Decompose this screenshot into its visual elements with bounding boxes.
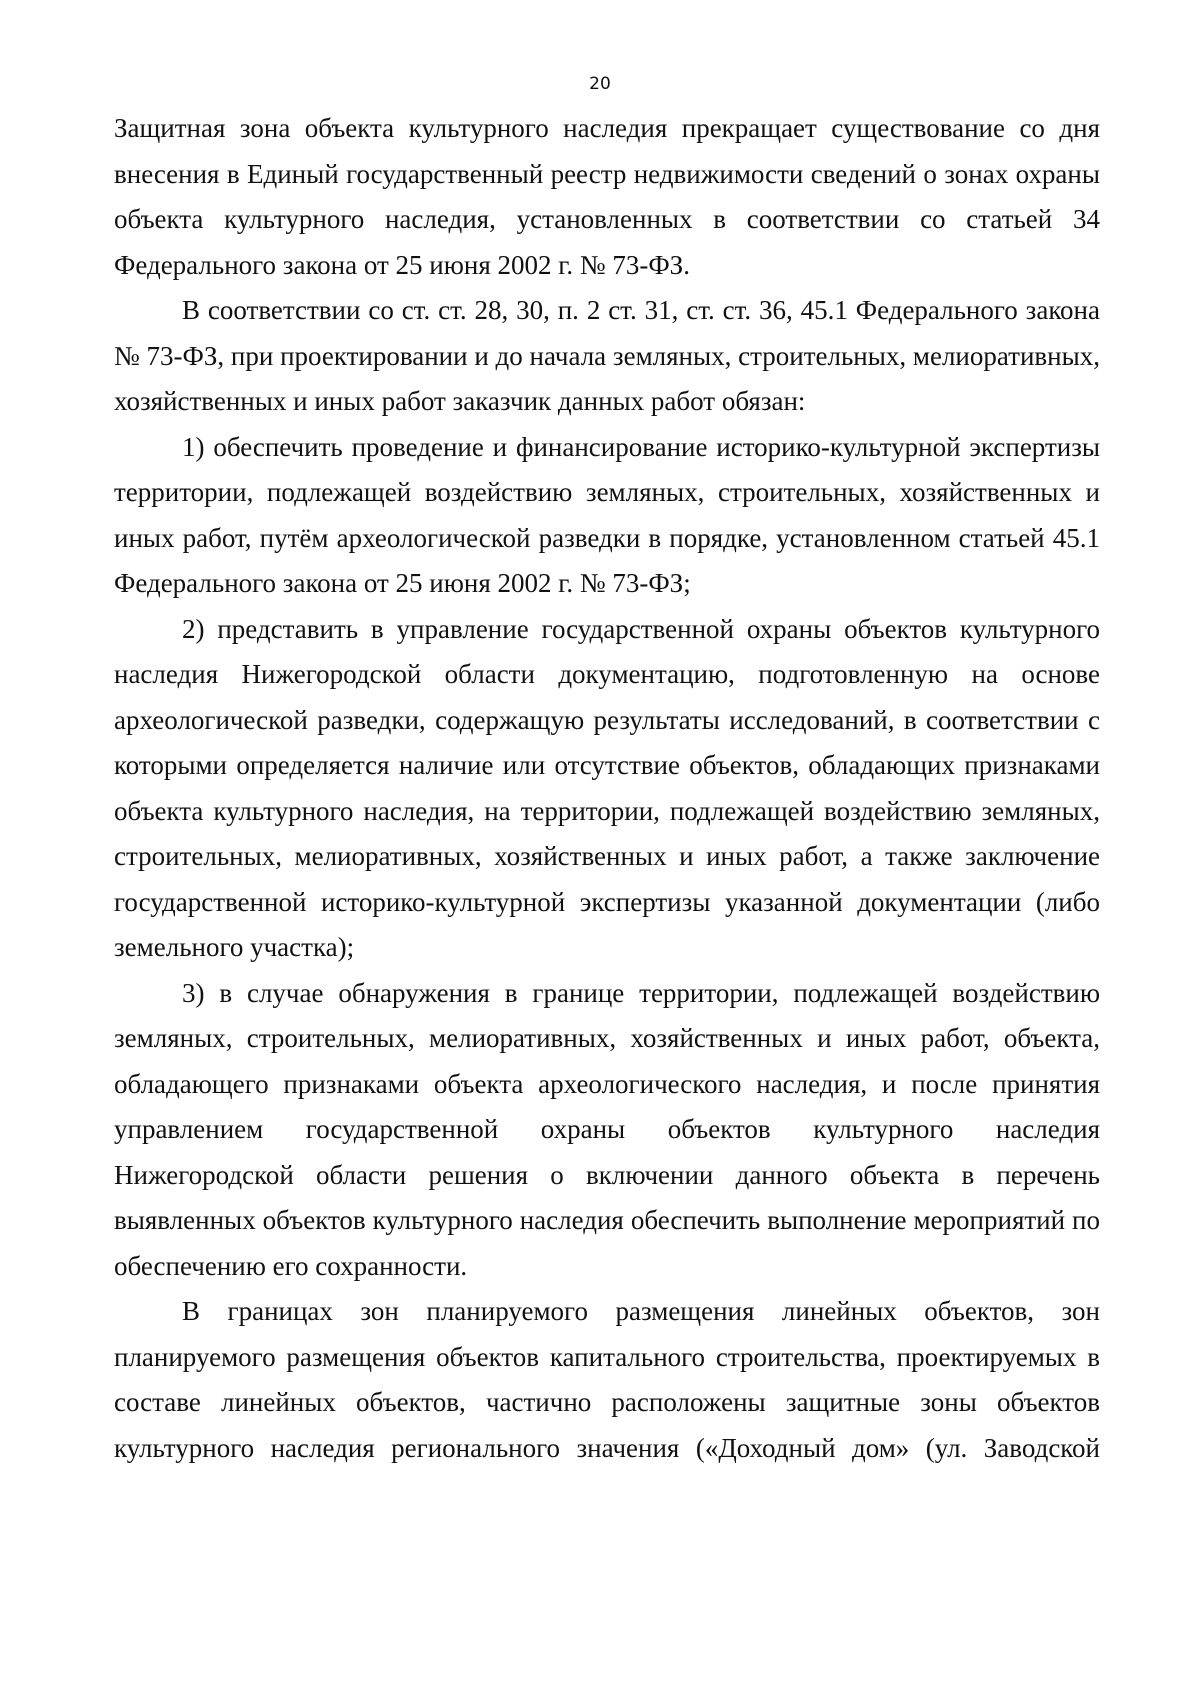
paragraph-obligation-3: 3) в случае обнаружения в границе территории, подлежащей воздействию земляных, строительных, мелиоративных, хозяйственных и иных работ, объекта, обладающего признаками объекта археологического наследия, и после принятия управлением государственной охраны объектов культурного наследия Нижегородской области решения о включении данного объекта в перечень выявленных объектов культурного наследия обеспечить выполнение мероприятий по обеспечению его сохранности. xyxy=(114,977,1100,1281)
document-body xyxy=(114,106,1100,1471)
page-number: 20 xyxy=(589,74,611,94)
paragraph-protective-zone-termination: Защитная зона объекта культурного наследия прекращает существование со дня внесения в Единый государственный реестр недвижимости сведений о зонах охраны объекта культурного наследия, установленных в соответствии со статьей 34 Федерального закона от 25 июня 2002 г. № 73-ФЗ. xyxy=(114,113,1100,280)
paragraph-protective-zones-location: В границах зон планируемого размещения линейных объектов, зон планируемого размещения объектов капитального строительства, проектируемых в составе линейных объектов, частично расположены защитные зоны объектов культурного наследия регионального значения («Доходный дом» (ул. Заводской xyxy=(114,1296,1100,1463)
paragraph-obligation-2: 2) представить в управление государственной охраны объектов культурного наследия Нижегородской области документацию, подготовленную на основе археологической разведки, содержащую результаты исследований, в соответствии с которыми определяется наличие или отсутствие объектов, обладающих признаками объекта культурного наследия, на территории, подлежащей воздействию земляных, строительных, мелиоративных, хозяйственных и иных работ, а также заключение государственной историко-культурной экспертизы указанной документации (либо земельного участка); xyxy=(114,613,1100,962)
paragraph-customer-obligations: В соответствии со ст. ст. 28, 30, п. 2 ст. 31, ст. ст. 36, 45.1 Федерального закона № 73-ФЗ, при проектировании и до начала земляных, строительных, мелиоративных, хозяйственных и иных работ заказчик данных работ обязан: xyxy=(114,295,1100,416)
paragraph-obligation-1: 1) обеспечить проведение и финансирование историко-культурной экспертизы территории, подлежащей воздействию земляных, строительных, хозяйственных и иных работ, путём археологической разведки в порядке, установленном статьей 45.1 Федерального закона от 25 июня 2002 г. № 73-ФЗ; xyxy=(114,431,1100,598)
